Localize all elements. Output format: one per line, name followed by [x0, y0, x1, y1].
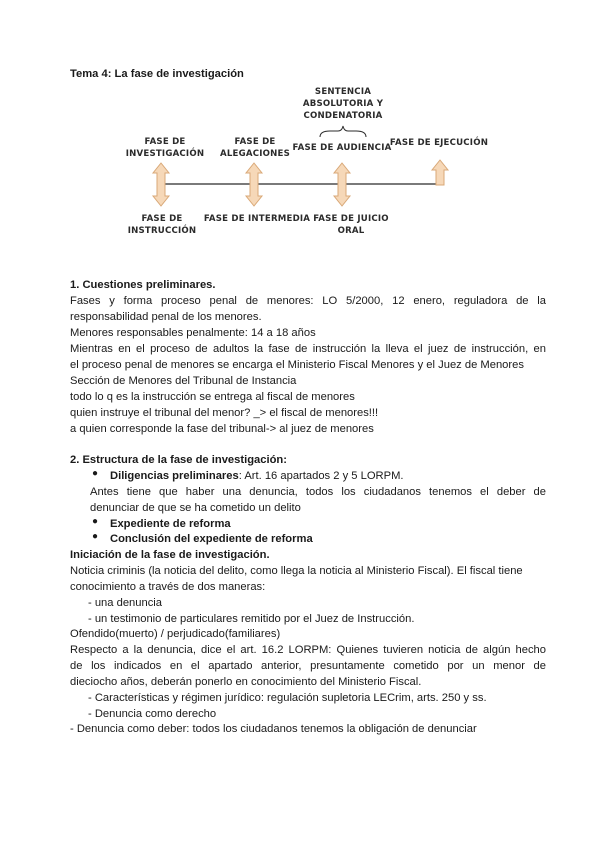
section1-p1: Fases y forma proceso penal de menores: LO 5/2000, 12 enero, reguladora de la	[70, 295, 546, 307]
label-fase-audiencia: FASE DE AUDIENCIA	[292, 143, 392, 153]
label-fase-investigacion: FASE DE INVESTIGACIÓN	[125, 137, 205, 159]
label-fase-juicio-oral: FASE DE JUICIO ORAL	[313, 214, 389, 236]
noticia-p1: Noticia criminis (la noticia del delito, como llega la noticia al Ministerio Fiscal). El fiscal tiene	[70, 565, 523, 577]
section2-heading: 2. Estructura de la fase de investigación:	[70, 454, 287, 466]
bullet-icon: ●	[92, 468, 99, 479]
dash-item-caracteristicas: - Características y régimen jurídico: regulación supletoria LECrim, arts. 250 y ss.	[88, 692, 487, 704]
section1-p6: a quien corresponde la fase del tribunal-> al juez de menores	[70, 423, 374, 435]
label-fase-intermedia: FASE DE INTERMEDIA	[203, 214, 311, 224]
section1-p2: Menores responsables penalmente: 14 a 18 años	[70, 327, 316, 339]
diligencias-p1: Antes tiene que haber una denuncia, todos los ciudadanos tenemos el deber de	[90, 486, 546, 498]
arrow-ejecucion	[432, 160, 448, 185]
label-sentencia: SENTENCIA ABSOLUTORIA Y CONDENATORIA	[302, 87, 384, 121]
dash-item-denuncia: - una denuncia	[88, 597, 163, 609]
diligencias-p2: denunciar de que se ha cometido un delito	[90, 502, 301, 514]
respecto-p2: de los indicados en el apartado anterior, presuntamente cometido por un menor de	[70, 660, 546, 672]
dash-item-testimonio: - un testimonio de particulares remitido por el Juez de Instrucción.	[88, 613, 415, 625]
section1-p3b: el proceso penal de menores se encarga el Ministerio Fiscal Menores y el Juez de Menores	[70, 359, 524, 371]
section1-p1b: responsabilidad penal de los menores.	[70, 311, 262, 323]
label-fase-instruccion: FASE DE INSTRUCCIÓN	[127, 214, 197, 236]
dash-item-derecho: - Denuncia como derecho	[88, 708, 217, 720]
label-fase-alegaciones: FASE DE ALEGACIONES	[220, 137, 290, 159]
section1-heading: 1. Cuestiones preliminares.	[70, 279, 216, 291]
noticia-p2: conocimiento a través de dos maneras:	[70, 581, 266, 593]
dash-item-deber: - Denuncia como deber: todos los ciudadanos tenemos la obligación de denunciar	[70, 723, 477, 735]
label-fase-ejecucion: FASE DE EJECUCIÓN	[389, 138, 489, 148]
respecto-p3: dieciocho años, deberán ponerlo en conocimiento del Ministerio Fiscal.	[70, 676, 422, 688]
bullet-icon: ●	[92, 531, 99, 542]
bullet-conclusion: Conclusión del expediente de reforma	[110, 533, 313, 545]
section1-p5: quien instruye el tribunal del menor? _> el fiscal de menores!!!	[70, 407, 379, 419]
respecto-p1: Respecto a la denuncia, dice el art. 16.2 LORPM: Quienes tuvieren noticia de algún hecho	[70, 644, 546, 656]
section1-p3a: Mientras en el proceso de adultos la fase de instrucción la lleva el juez de instrucción, en	[70, 343, 546, 355]
section1-p4: todo lo q es la instrucción se entrega al fiscal de menores	[70, 391, 355, 403]
sentencia-brace	[320, 126, 366, 137]
page-title: Tema 4: La fase de investigación	[70, 68, 244, 80]
ofendido-line: Ofendido(muerto) / perjudicado(familiares)	[70, 628, 281, 640]
bullet-expediente: Expediente de reforma	[110, 518, 231, 530]
bullet-icon: ●	[92, 516, 99, 527]
subheading-iniciacion: Iniciación de la fase de investigación.	[70, 549, 270, 561]
bullet-diligencias: Diligencias preliminares: Art. 16 apartados 2 y 5 LORPM.	[110, 470, 404, 482]
section1-p3c: Sección de Menores del Tribunal de Instancia	[70, 375, 297, 387]
